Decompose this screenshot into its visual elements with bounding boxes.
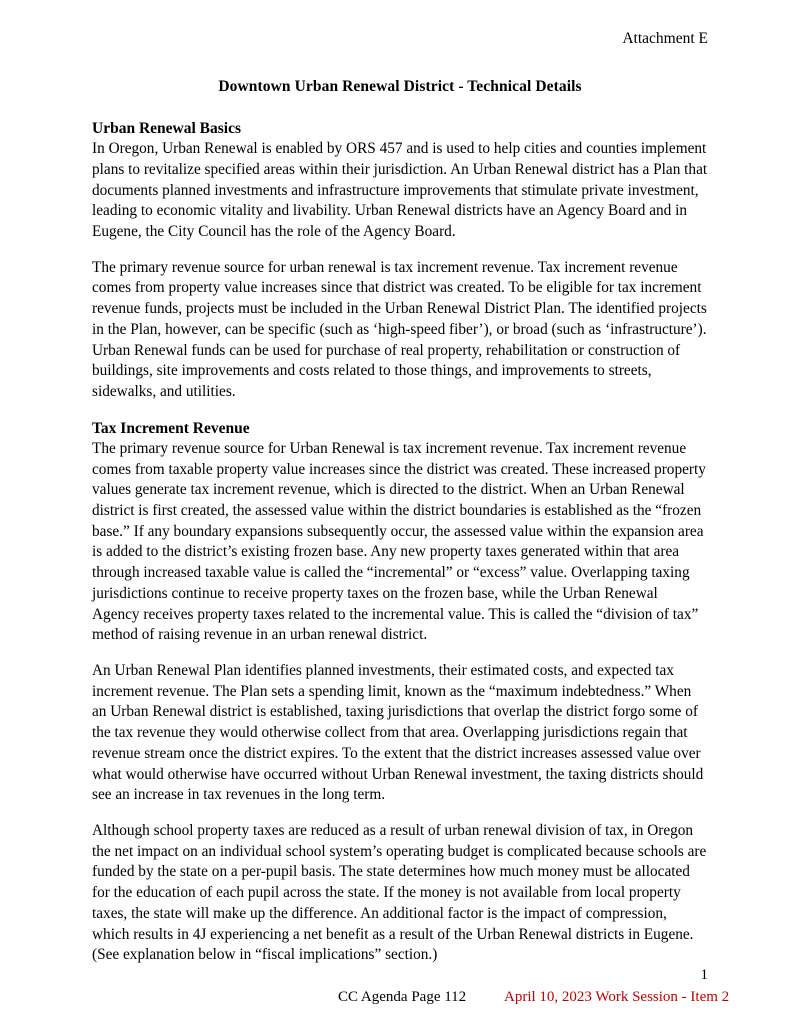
document-body [92, 78, 708, 966]
section-heading-urban-renewal-basics: Urban Renewal Basics [92, 120, 241, 137]
page-title: Downtown Urban Renewal District - Technical Details [218, 78, 582, 95]
section-heading-tax-increment-revenue: Tax Increment Revenue [92, 419, 250, 437]
page-footer [0, 969, 800, 1009]
paragraph: The primary revenue source for Urban Renewal is tax increment revenue. Tax increment revenue comes from taxable property value increases since the district was created. These increased property values generate tax increment revenue, which is directed to the district. When an Urban Renewal district is first created, the assessed value within the district boundaries is established as the “frozen base.” If any boundary expansions subsequently occur, the assessed value within the expansion area is added to the district’s existing frozen base. Any new property taxes generated within that area through increased taxable value is called the “incremental” or “excess” value. Overlapping taxing jurisdictions continue to receive property taxes on the frozen base, while the Urban Renewal Agency receives property taxes related to the incremental value. This is called the “division of tax” method of raising revenue in an urban renewal district. [92, 439, 706, 644]
session-note-label: April 10, 2023 Work Session - Item 2 [504, 989, 730, 1005]
agenda-page-label: CC Agenda Page 112 [338, 989, 467, 1005]
page-number: 1 [700, 967, 708, 983]
paragraph: The primary revenue source for urban renewal is tax increment revenue. Tax increment revenue comes from property value increases since that district was created. To be eligible for tax increment revenue funds, projects must be included in the Urban Renewal District Plan. The identified projects in the Plan, however, can be specific (such as ‘high-speed fiber’), or broad (such as ‘infrastructure’). Urban Renewal funds can be used for purchase of real property, rehabilitation or construction of buildings, site improvements and costs related to those things, and improvements to streets, sidewalks, and utilities. [92, 258, 707, 400]
attachment-label: Attachment E [622, 30, 708, 47]
paragraph: Although school property taxes are reduced as a result of urban renewal division of tax, in Oregon the net impact on an individual school system’s operating budget is complicated because schools are funded by the state on a per-pupil basis. The state determines how much money must be allocated for the education of each pupil across the state. If the money is not available from local property taxes, the state will make up the difference. An additional factor is the impact of compression, which results in 4J experiencing a net benefit as a result of the Urban Renewal districts in Eugene. (See explanation below in “fiscal implications” section.) [92, 822, 707, 964]
paragraph: An Urban Renewal Plan identifies planned investments, their estimated costs, and expected tax increment revenue. The Plan sets a spending limit, known as the “maximum indebtedness.” When an Urban Renewal district is established, taxing jurisdictions that overlap the district forgo some of the tax revenue they would otherwise collect from that area. Overlapping jurisdictions regain that revenue stream once the district expires. To the extent that the district increases assessed value over what would otherwise have occurred without Urban Renewal investment, the taxing districts should see an increase in tax revenues in the long term. [92, 661, 704, 804]
paragraph: In Oregon, Urban Renewal is enabled by ORS 457 and is used to help cities and counties implement plans to revitalize specified areas within their jurisdiction. An Urban Renewal district has a Plan that documents planned investments and infrastructure improvements that stimulate private investment, leading to economic vitality and livability. Urban Renewal districts have an Agency Board and in Eugene, the City Council has the role of the Agency Board. [92, 140, 708, 240]
